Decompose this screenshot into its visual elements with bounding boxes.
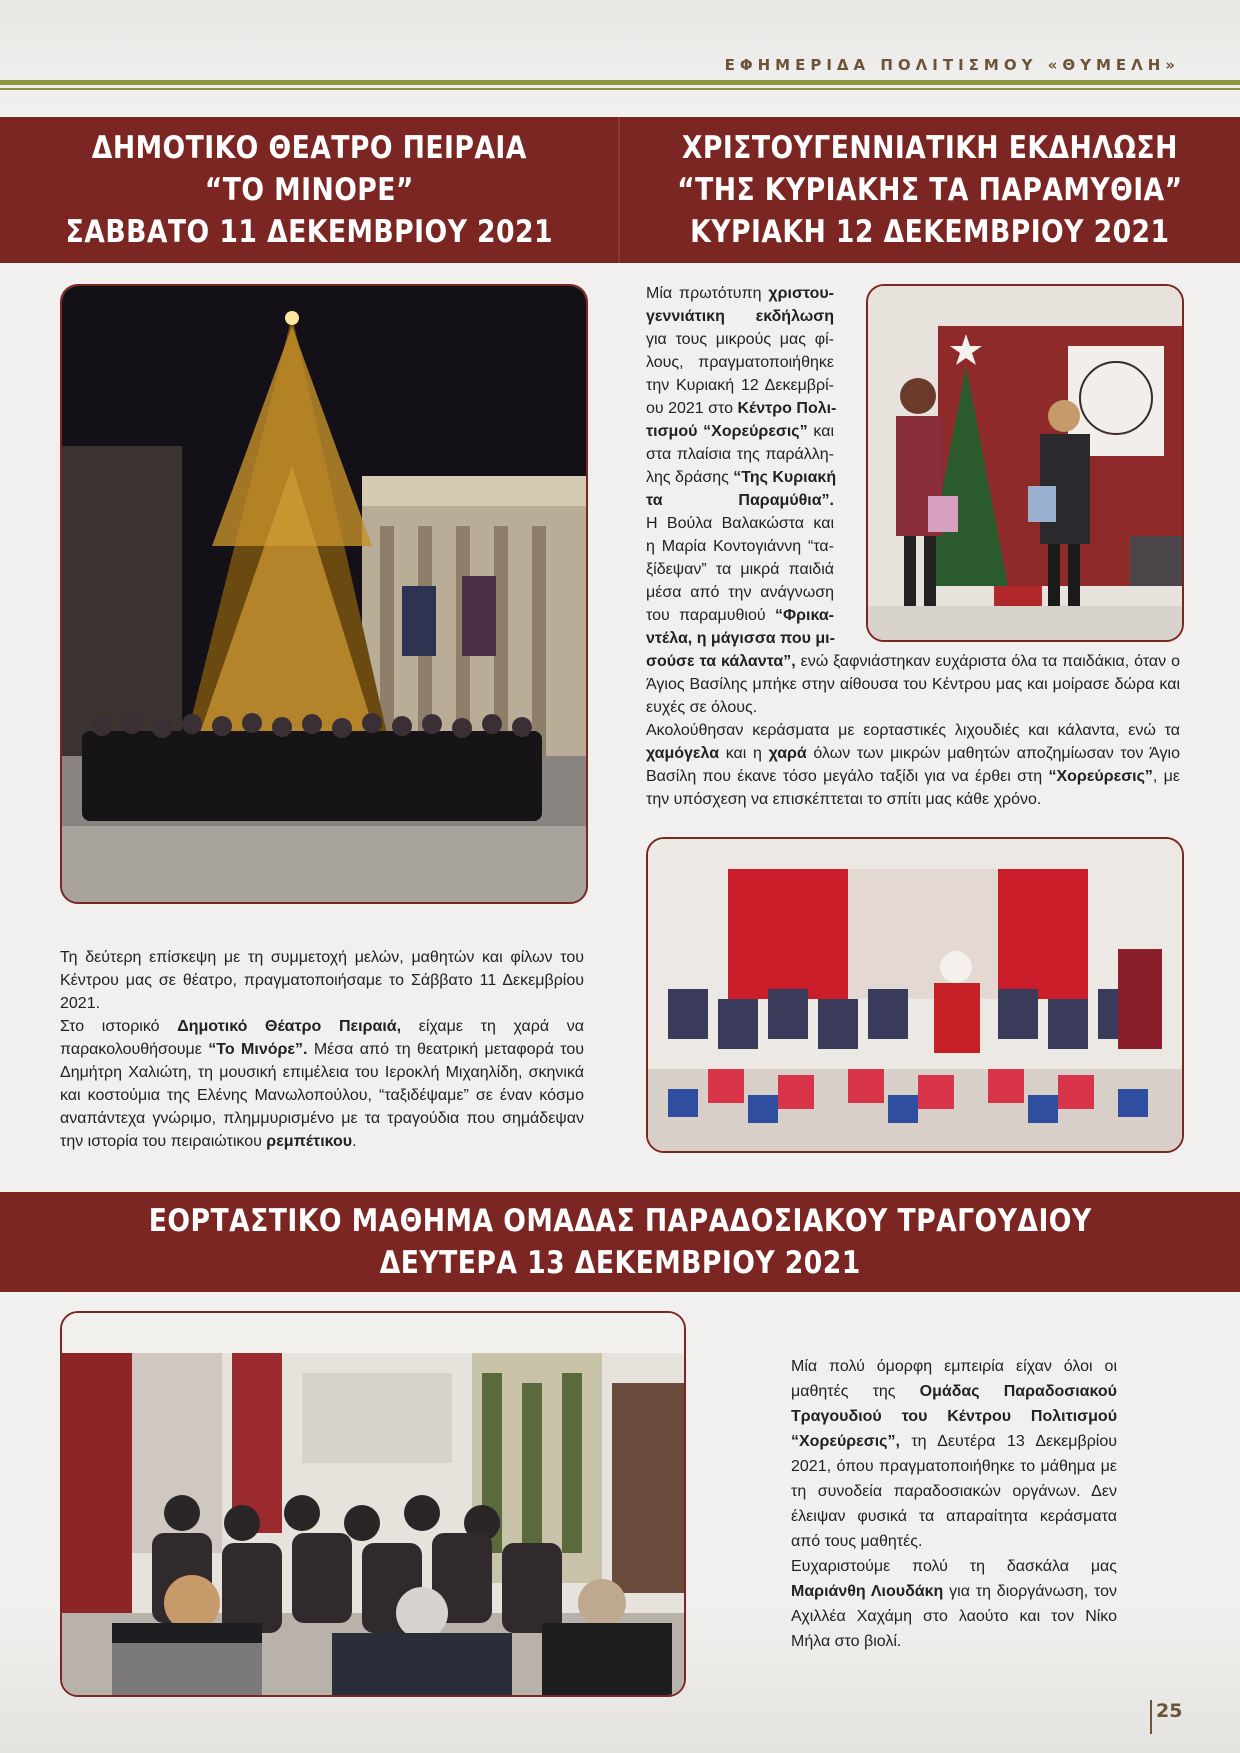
intro-line [646, 282, 834, 305]
banner-bottom-title [149, 1200, 1092, 1284]
text-run: όλων των μικρών μαθητών αποζημίωσαν τον Άγιο Βασίλη που έκανε τόσο μεγάλο ταξίδι για να έρθει στη [646, 745, 1181, 785]
intro-line [646, 512, 834, 535]
left-article-text [60, 946, 584, 1153]
intro-line [646, 351, 834, 374]
banner-bottom [0, 1192, 1240, 1292]
text-run-bold: τα Παραμύθια”. [646, 492, 834, 509]
left-paragraph-1: Τη δεύτερη επίσκεψη με τη συμμετοχή μελών, μαθητών και φίλων του Κέντρου μας σε θέατρο, πραγματοποιήσαμε το Σάββατο 11 Δεκεμβρίου 2021. [60, 949, 584, 1012]
bottom-paragraph-2 [791, 1554, 1117, 1654]
text-run: στα πλαίσια της παράλλη- [646, 446, 834, 463]
title-line: ΣΑΒΒΑΤΟ 11 ΔΕΚΕΜΒΡΙΟΥ 2021 [65, 214, 553, 250]
right-paragraph-cont [646, 650, 1180, 719]
text-run-bold: σούσε τα κάλαντα”, [646, 653, 796, 670]
two-women-with-books-photo [866, 284, 1184, 642]
text-run: και [807, 423, 834, 440]
banner-left-title [65, 127, 552, 253]
text-run-bold: χαρά [768, 745, 807, 762]
text-run-bold: Δημοτικό Θέατρο Πειραιά, [177, 1018, 402, 1035]
text-run-bold: γεννιάτικη εκδήλωση [646, 308, 834, 325]
text-run: για τους μικρούς μας φί- [646, 331, 834, 348]
text-run-bold: Κέντρο Πολι- [737, 400, 837, 417]
text-run: Μία πρωτότυπη [646, 285, 769, 302]
text-run: Ακολούθησαν κεράσματα με εορταστικές λιχουδιές και κάλαντα, ενώ τα [646, 722, 1180, 739]
intro-line [646, 328, 834, 351]
intro-line [646, 420, 834, 443]
intro-line [646, 581, 834, 604]
intro-line [646, 466, 837, 489]
intro-line [646, 374, 834, 397]
bottom-article-text [791, 1354, 1117, 1654]
header-rule [0, 80, 1240, 85]
text-run: την Κυριακή 12 Δεκεμβρί- [646, 377, 834, 394]
intro-line [646, 627, 834, 650]
running-header: ΕΦΗΜΕΡΙΔΑ ΠΟΛΙΤΙΣΜΟΥ «ΘΥΜΕΛΗ» [724, 56, 1180, 74]
title-line: ΔΗΜΟΤΙΚΟ ΘΕΑΤΡΟ ΠΕΙΡΑΙΑ [91, 130, 527, 166]
text-run-bold: Ομάδας Παραδοσιακού Τραγουδιού του Κέντρου Πολιτισμού “Χορεύρεσις”, [791, 1383, 1117, 1450]
text-run-bold: “Χορεύρεσις” [1048, 768, 1153, 785]
text-run: ξίδεψαν” τα μικρά παιδιά [646, 561, 834, 578]
text-run-bold: “Της Κυριακή [733, 469, 837, 486]
intro-line [646, 443, 834, 466]
text-run: και η [719, 745, 769, 762]
text-run-bold: ρεμπέτικου [266, 1133, 353, 1150]
left-paragraph-2 [60, 1015, 584, 1153]
text-run: του παραμυθιού [646, 607, 775, 624]
text-run-bold: τισμού “Χορεύρεσις” [646, 423, 808, 440]
intro-line [646, 397, 837, 420]
text-run: Μία πολύ όμορφη εμπειρία είχαν όλοι οι μαθητές της [791, 1358, 1117, 1400]
page-number: 25 [1156, 1700, 1183, 1722]
intro-line [646, 604, 834, 627]
banner-right-title [677, 127, 1182, 253]
title-line: ΕΟΡΤΑΣΤΙΚΟ ΜΑΘΗΜΑ ΟΜΑΔΑΣ ΠΑΡΑΔΟΣΙΑΚΟΥ ΤΡΑΓΟΥΔΙΟΥ [148, 1203, 1092, 1239]
theatre-christmas-tree-photo [60, 284, 588, 904]
header-rule-thin [0, 88, 1240, 90]
title-line: ΔΕΥΤΕΡΑ 13 ΔΕΚΕΜΒΡΙΟΥ 2021 [379, 1245, 861, 1281]
title-line: “ΤΗΣ ΚΥΡΙΑΚΗΣ ΤΑ ΠΑΡΑΜΥΘΙΑ” [677, 172, 1183, 208]
right-paragraph-2 [646, 719, 1180, 811]
intro-line [646, 558, 834, 581]
title-line: ΧΡΙΣΤΟΥΓΕΝΝΙΑΤΙΚΗ ΕΚΔΗΛΩΣΗ [682, 130, 1178, 166]
text-run: Στο ιστορικό [60, 1018, 178, 1035]
text-run: τη Δευτέρα 13 Δεκεμβρίου 2021, όπου πραγματοποιήθηκε το μάθημα με τη συνοδεία παραδοσιακών οργάνων. Δεν έλειψαν φυσικά τα απαραίτητα κεράσματα από τους μαθητές. [791, 1433, 1117, 1550]
text-run: ου 2021 στο [646, 400, 738, 417]
text-run-bold: χριστου- [768, 285, 834, 302]
text-run-bold: “Φρικα- [774, 607, 834, 624]
intro-line [646, 489, 834, 512]
text-run: , με την υπόσχεση να επισκέπτεται το σπίτι μας κάθε χρόνο. [646, 768, 1180, 808]
text-run: η Μαρία Κοντογιάννη “τα- [646, 538, 834, 555]
text-run: ενώ ξαφνιάστηκαν ευχάριστα όλα τα παιδάκια, όταν ο Άγιος Βασίλης μπήκε στην αίθουσα του Κέντρου μας και μοίρασε δώρα και ευχές σε όλους. [646, 653, 1180, 716]
children-with-santa-photo [646, 837, 1184, 1153]
right-article-intro [646, 282, 837, 650]
text-run: Η Βούλα Βαλακώστα και [646, 515, 834, 532]
text-run-bold: Μαριάνθη Λιουδάκη [791, 1583, 944, 1600]
text-run: Ευχαριστούμε πολύ τη δασκάλα μας [791, 1558, 1117, 1575]
text-run: Μέσα από τη θεατρική μεταφορά του Δημήτρη Χαλιώτη, τη μουσική επιμέλεια του Ιεροκλή Μιχαηλίδη, σκηνικά και κοστούμια της Ελένης Μανωλοπούλου, “ταξιδέψαμε” σε έναν κόσμο αναπάντεχα γνώριμο, πλημμυρισμένο με τα τραγούδια που σημάδεψαν την ιστορία του πειραιώτικου [60, 1041, 585, 1150]
text-run: μέσα από την ανάγνωση [646, 584, 834, 601]
right-article-text [646, 650, 1180, 811]
banner-left [0, 117, 618, 263]
page-number-bar [1150, 1700, 1152, 1734]
title-line: “ΤΟ ΜΙΝΟΡΕ” [204, 172, 414, 208]
text-run: . [352, 1133, 357, 1150]
text-run: για τη διοργάνωση, τον Αχιλλέα Χαχάμη στο λαούτο και τον Νίκο Μήλα στο βιολί. [791, 1583, 1118, 1650]
intro-line [646, 305, 834, 328]
bottom-paragraph-1 [791, 1354, 1117, 1554]
banner-right [620, 117, 1240, 263]
text-run: είχαμε τη χαρά να παρακολουθήσουμε [60, 1018, 584, 1058]
text-run: λους, πραγματοποιήθηκε [646, 354, 834, 371]
text-run-bold: ντέλα, η μάγισσα που μι- [646, 630, 835, 647]
text-run-bold: “Το Μινόρε”. [208, 1041, 308, 1058]
intro-line [646, 535, 834, 558]
text-run: λης δράσης [646, 469, 734, 486]
music-class-audience-photo [60, 1311, 686, 1697]
title-line: ΚΥΡΙΑΚΗ 12 ΔΕΚΕΜΒΡΙΟΥ 2021 [690, 214, 1170, 250]
text-run-bold: χαμόγελα [646, 745, 720, 762]
